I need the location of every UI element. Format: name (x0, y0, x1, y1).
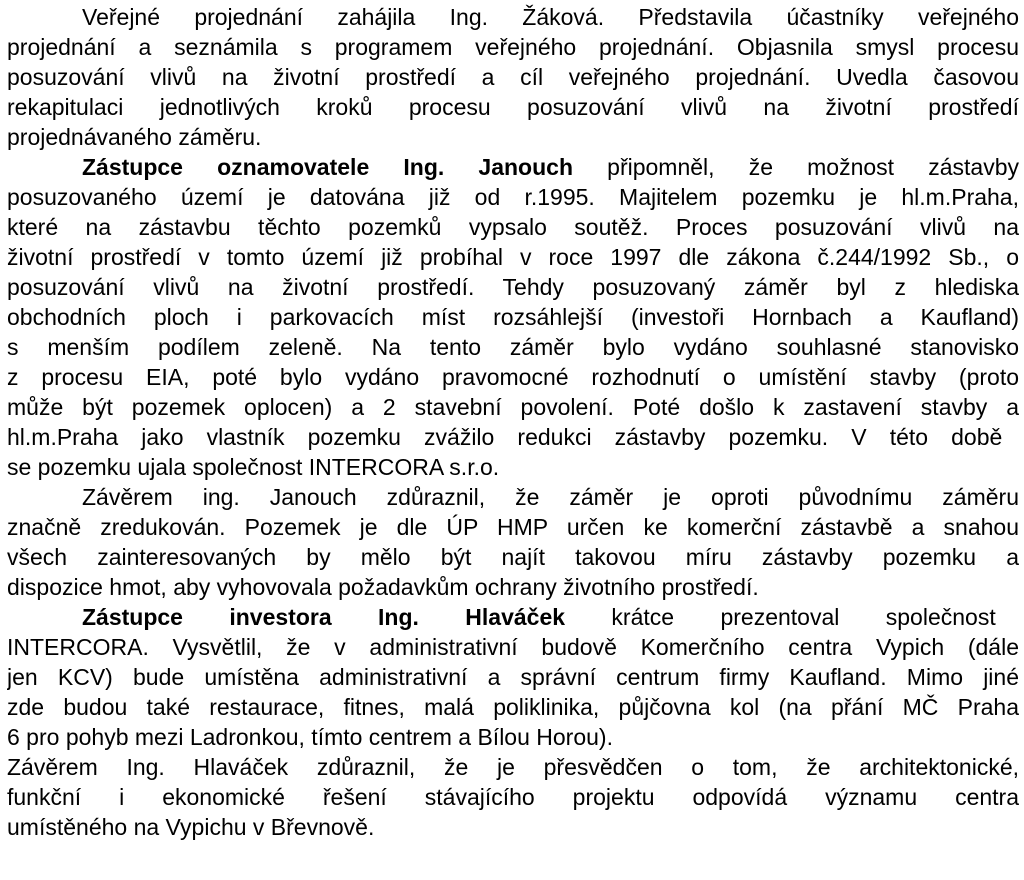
text-line: z procesu EIA, poté bylo vydáno pravomocné rozhodnutí o umístění stavby (proto (7, 364, 1019, 390)
text-line: dispozice hmot, aby vyhovovala požadavkům ochrany životního prostředí. (7, 574, 759, 600)
text-line: všech zainteresovaných by mělo být najít takovou míru zástavby pozemku a (7, 544, 1019, 570)
text-line: obchodních ploch i parkovacích míst rozsáhlejší (investoři Hornbach a Kaufland) (7, 304, 1019, 330)
paragraph (7, 152, 1019, 482)
text-line: které na zástavbu těchto pozemků vypsalo soutěž. Proces posuzování vlivů na (7, 214, 1019, 240)
text-line: posuzování vlivů na životní prostředí. Tehdy posuzovaný záměr byl z hlediska (7, 274, 1019, 300)
text-line: INTERCORA. Vysvětlil, že v administrativní budově Komerčního centra Vypich (dále (7, 634, 1019, 660)
text-line: značně zredukován. Pozemek je dle ÚP HMP určen ke komerční zástavbě a snahou (7, 514, 1019, 540)
text-line: 6 pro pohyb mezi Ladronkou, tímto centrem a Bílou Horou). (7, 724, 613, 750)
paragraph (7, 752, 1019, 842)
text-run: připomněl, že možnost zástavby (573, 154, 1019, 180)
text-run: krátce prezentoval společnost (565, 604, 996, 630)
text-line (7, 602, 1019, 632)
text-line: se pozemku ujala společnost INTERCORA s.r.o. (7, 454, 500, 480)
text-line: posuzování vlivů na životní prostředí a cíl veřejného projednání. Uvedla časovou (7, 64, 1019, 90)
text-line: může být pozemek oplocen) a 2 stavební povolení. Poté došlo k zastavení stavby a (7, 394, 1019, 420)
speaker-name: Zástupce investora Ing. Hlaváček (82, 604, 566, 630)
text-line: hl.m.Praha jako vlastník pozemku zvážilo redukci zástavby pozemku. V této době (7, 424, 1003, 450)
text-line (7, 152, 1019, 182)
text-line: Závěrem ing. Janouch zdůraznil, že záměr je oproti původnímu záměru (82, 484, 1019, 510)
text-line: zde budou také restaurace, fitnes, malá poliklinika, půjčovna kol (na přání MČ Praha (7, 694, 1019, 720)
paragraph (7, 0, 1019, 152)
text-line: funkční i ekonomické řešení stávajícího projektu odpovídá významu centra (7, 784, 1019, 810)
text-line: Veřejné projednání zahájila Ing. Žáková. Představila účastníky veřejného (82, 4, 1019, 30)
text-line: jen KCV) bude umístěna administrativní a správní centrum firmy Kaufland. Mimo jiné (7, 664, 1019, 690)
paragraph (7, 602, 1019, 752)
text-line: Závěrem Ing. Hlaváček zdůraznil, že je přesvědčen o tom, že architektonické, (7, 754, 1019, 780)
text-line: umístěného na Vypichu v Břevnově. (7, 814, 375, 840)
speaker-name: Zástupce oznamovatele Ing. Janouch (82, 154, 573, 180)
text-line: životní prostředí v tomto území již probíhal v roce 1997 dle zákona č.244/1992 Sb., o (7, 244, 1019, 270)
text-line: projednání a seznámila s programem veřejného projednání. Objasnila smysl procesu (7, 34, 1019, 60)
paragraph (7, 482, 1019, 602)
document-page (7, 0, 1019, 880)
text-line: posuzovaného území je datována již od r.1995. Majitelem pozemku je hl.m.Praha, (7, 184, 1019, 210)
text-line: projednávaného záměru. (7, 124, 262, 150)
text-line: s menším podílem zeleně. Na tento záměr bylo vydáno souhlasné stanovisko (7, 334, 1019, 360)
text-line: rekapitulaci jednotlivých kroků procesu posuzování vlivů na životní prostředí (7, 94, 1019, 120)
